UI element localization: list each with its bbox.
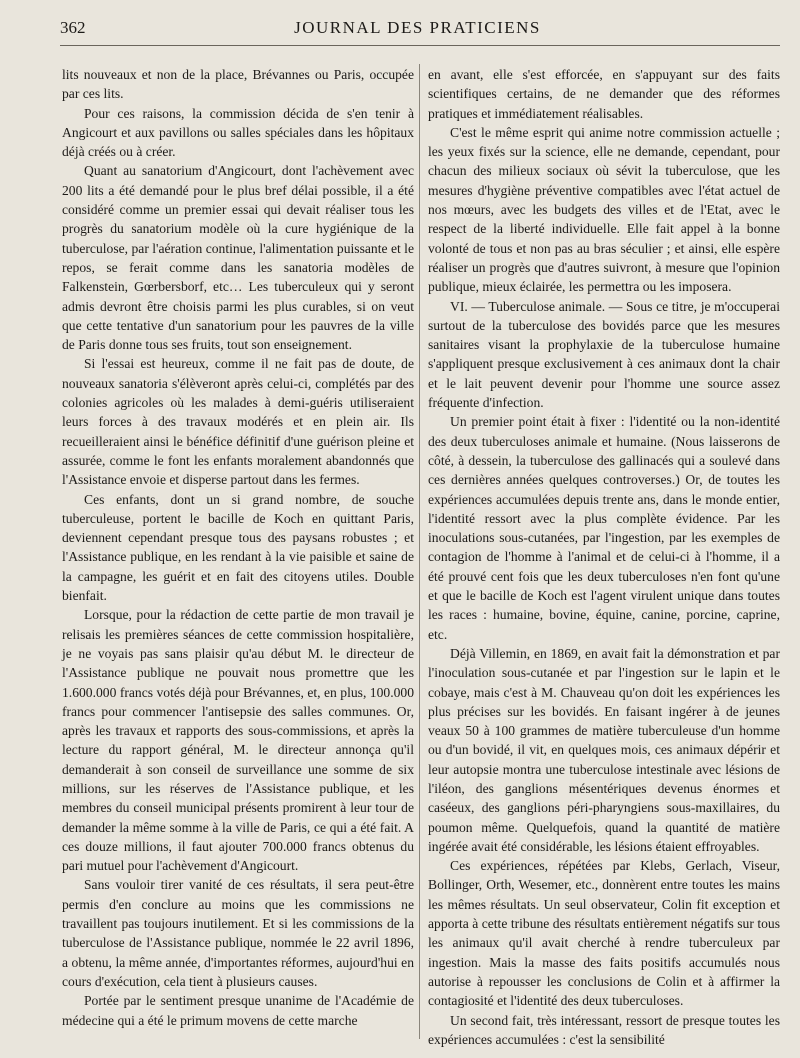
paragraph: Portée par le sentiment presque unanime de l'Académie de médecine qui a été le primum movens de cette marche: [62, 993, 414, 1028]
paragraph: lits nouveaux et non de la place, Brévannes ou Paris, occupée par ces lits.: [62, 67, 414, 102]
paragraph: C'est le même esprit qui anime notre commission actuelle ; les yeux fixés sur la science, elle ne demande, cependant, pour chacun des milieux sociaux où sévit la tuberculose, que les mesures d'hygiène préventive compatibles avec l'état actuel de nos mœurs, avec les budgets des villes et de l'Etat, avec le respect de la liberté individuelle. Elle fait appel à la bonne volonté de tous et non pas au bras séculier ; et ainsi, elle espère réaliser un progrès que d'autres suivront, à mesure que l'opinion publique, mieux éclairée, les permettra ou les imposera.: [428, 124, 780, 295]
paragraph: Un second fait, très intéressant, ressort de presque toutes les expériences accumulées : c'est la sensibilité: [428, 1012, 780, 1047]
paragraph: Sans vouloir tirer vanité de ces résultats, il sera peut-être permis d'en conclure au moins que les commissions ne travaillent pas toujours inutilement. Et si les commissions de la tuberculose de l'Assistance publique, nommée le 22 avril 1896, a obtenu, la même année, d'importantes réformes, aujourd'hui en cours d'exécution, cela tient à plusieurs causes.: [62, 877, 414, 989]
paragraph: Lorsque, pour la rédaction de cette partie de mon travail je relisais les premières séances de cette commission hospitalière, je ne voyais pas sans plaisir qu'au début M. le directeur de l'Assistance publique ne pouvait nous promettre que les 1.600.000 francs votés déjà pour Brévannes, et, en plus, 100.000 francs pour commencer l'antisepsie des salles communes. Or, après les travaux et rapports des sous-commissions, et après la lecture du rapport général, M. le directeur annonça qu'il demanderait à son conseil de surveillance une somme de six millions, sur les réserves de l'Assistance publique, et les membres du conseil municipal présents promirent à leur tour de demander la même somme à la ville de Paris, ce qui a été fait. A ces douze millions, il faut ajouter 700.000 francs obtenus du pari mutuel pour l'achèvement d'Angicourt.: [62, 607, 414, 874]
paragraph: Pour ces raisons, la commission décida de s'en tenir à Angicourt et aux pavillons ou salles spéciales dans les hôpitaux déjà créés ou à créer.: [62, 105, 414, 160]
paragraph: en avant, elle s'est efforcée, en s'appuyant sur des faits scientifiques certains, de ne demander que des réformes pratiques et immédiatement réalisables.: [428, 67, 780, 121]
right-column: [428, 65, 780, 1049]
left-column: [62, 65, 414, 1030]
paragraph: Déjà Villemin, en 1869, en avait fait la démonstration et par l'inoculation sous-cutanée et par l'ingestion sur le lapin et le cobaye, mais c'est à M. Chauveau qu'on doit les expériences les plus précises sur les bovidés. En faisant ingérer à de jeunes veaux 50 à 100 grammes de matière tuberculeuse d'un homme ou d'un bovidé, il vit, en quelques mois, ces animaux dépérir et leur autopsie montra une tuberculose intestinale avec lésions de l'iléon, des ganglions mésentériques devenus énormes et caséeux, des ganglions péri-pharyngiens sous-maxillaires, du poumon même. Quelquefois, quand la quantité de matière ingérée avait été considérable, les lésions étaient effroyables.: [428, 645, 780, 854]
running-title: JOURNAL DES PRATICIENS: [294, 18, 541, 37]
paragraph: Ces enfants, dont un si grand nombre, de souche tuberculeuse, portent le bacille de Koch en quittant Paris, deviennent cependant presque tous des paysans robustes ; et l'Assistance publique, en les rendant à la vie paisible et saine de la campagne, les guérit et en fait des citoyens utiles. Double bienfait.: [62, 491, 414, 604]
paragraph: Ces expériences, répétées par Klebs, Gerlach, Viseur, Bollinger, Orth, Wesemer, etc., donnèrent entre toutes les mains les mêmes résultats. Un seul observateur, Colin fit exception et apporta à cette tribune des résultats entièrement négatifs sur tous les animaux qu'il avait cherché à rendre tuberculeux par ingestion. Mais la masse des faits positifs accumulés nous autorise à repousser les conclusions de Colin et à affirmer la contagiosité et l'identité des deux tuberculoses.: [428, 858, 780, 1009]
paragraph: Quant au sanatorium d'Angicourt, dont l'achèvement avec 200 lits a été demandé pour le plus bref délai possible, il a été considéré comme un premier essai qui devait réaliser tous les progrès du sanatorium modèle où la cure hygiénique de la tuberculose, par l'aération continue, l'alimentation puissante et le repos, se ferait comme dans les sanatoria modèles de Falkenstein, Gœrbersborf, etc… Les tuberculeux qui y seront admis devront être choisis parmi les plus curables, si on veut que cette tentative d'un sanatorium pour les pauvres de la ville de Paris donne tous ses fruits, tout son enseignement.: [62, 163, 414, 353]
page-number: 362: [60, 18, 86, 37]
header-rule: [60, 45, 780, 46]
paragraph: Un premier point était à fixer : l'identité ou la non-identité des deux tuberculoses animale et humaine. (Nous laisserons de côté, à dessein, la tuberculose des gallinacés qui a soulevé dans ces dernières années quelques controverses.) Or, de toutes les expériences accumulées depuis trente ans, dans le monde entier, l'identité ressort avec la plus complète évidence. Par les inoculations sous-cutanées, par l'ingestion, par les exemples de contagion de l'homme à l'animal et de celui-ci à l'homme, il a été prouvé cent fois que les deux tuberculoses n'en font qu'une et que le bacille de Koch est l'agent virulent unique dans toutes les races : humaine, bovine, équine, canine, porcine, caprine, etc.: [428, 414, 780, 642]
page-header: [60, 18, 775, 42]
paragraph: Si l'essai est heureux, comme il ne fait pas de doute, de nouveaux sanatoria s'élèveront après celui-ci, complétés par des colonies agricoles où les malades à demi-guéris utiliseraient leurs forces à des travaux modérés et en plein air. Ils recueilleraient ainsi le bénéfice définitif d'une guérison pleine et assurée, comme le font les enfants moralement abandonnés que l'Assistance envoie et disperse partout dans les fermes.: [62, 356, 414, 488]
column-divider: [419, 64, 420, 1039]
paragraph: VI. — Tuberculose animale. — Sous ce titre, je m'occuperai surtout de la tuberculose des bovidés parce que les mesures sanitaires visant la prophylaxie de la tuberculose humaine s'appliquent presque exclusivement à ces animaux dont la chair et le lait peuvent devenir pour l'homme une source assez fréquente d'infection.: [428, 298, 780, 411]
